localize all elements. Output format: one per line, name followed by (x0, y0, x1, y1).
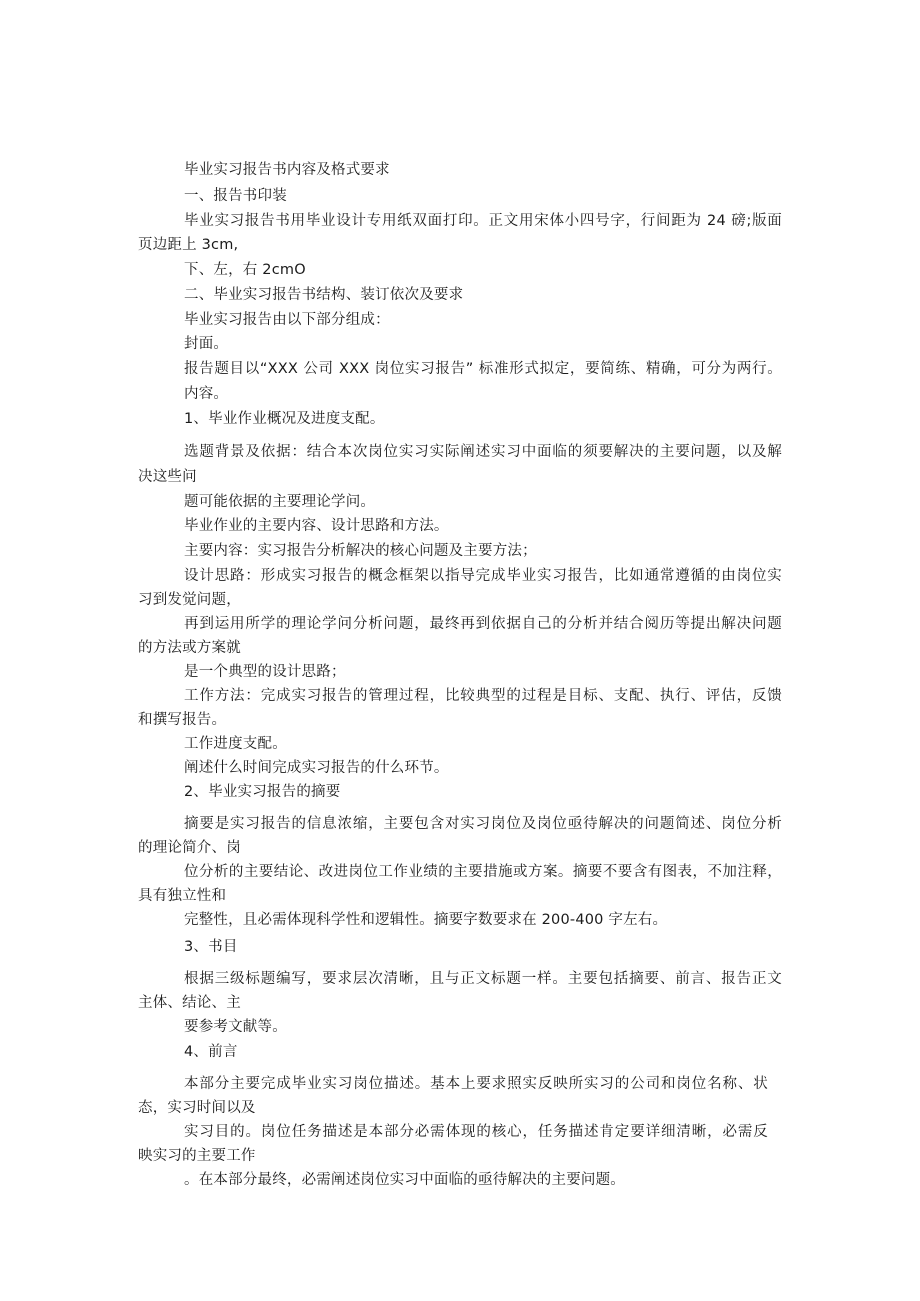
paragraph-line: 习到发觉问题， (138, 592, 241, 608)
doc-title: 毕业实习报告书内容及格式要求 (184, 162, 390, 178)
paragraph-line: 决这些问 (138, 469, 197, 485)
section-heading: 二、毕业实习报告书结构、装订依次及要求 (184, 287, 464, 303)
paragraph-line: 要参考文献等。 (184, 1019, 287, 1035)
paragraph-line: 封面。 (184, 336, 229, 352)
paragraph-line: 毕业实习报告书用毕业设计专用纸双面打印。正文用宋体小四号字，行间距为 24 磅;版面 (184, 213, 782, 229)
paragraph-line: 是一个典型的设计思路； (184, 664, 346, 680)
paragraph-line: 主体、结论、主 (138, 995, 241, 1011)
subsection-heading: 2、毕业实习报告的摘要 (184, 784, 341, 800)
paragraph-line: 完整性，且必需体现科学性和逻辑性。摘要字数要求在 200-400 字左右。 (184, 912, 668, 928)
paragraph-line: 具有独立性和 (138, 888, 227, 904)
paragraph-line: 。在本部分最终，必需阐述岗位实习中面临的亟待解决的主要问题。 (184, 1172, 625, 1188)
paragraph-line: 毕业实习报告由以下部分组成： (184, 312, 390, 328)
paragraph-line: 毕业作业的主要内容、设计思路和方法。 (184, 518, 449, 534)
paragraph-line: 位分析的主要结论、改进岗位工作业绩的主要措施或方案。摘要不要含有图表，不加注释， (184, 864, 782, 880)
section-heading: 一、报告书印装 (184, 188, 287, 204)
paragraph-line: 题可能依据的主要理论学问。 (184, 494, 376, 510)
paragraph-line: 报告题目以“XXX 公司 XXX 岗位实习报告” 标准形式拟定，要简练、精确，可分为两行。 (184, 361, 782, 377)
paragraph-line: 的理论简介、岗 (138, 840, 241, 856)
paragraph-line: 摘要是实习报告的信息浓缩，主要包含对实习岗位及岗位亟待解决的问题简述、岗位分析 (184, 816, 782, 832)
paragraph-line: 工作进度支配。 (184, 736, 287, 752)
paragraph-line: 工作方法：完成实习报告的管理过程，比较典型的过程是目标、支配、执行、评估，反馈 (184, 688, 782, 704)
paragraph-line: 内容。 (184, 386, 229, 402)
subsection-heading: 1、毕业作业概况及进度支配。 (184, 411, 385, 427)
paragraph-line: 本部分主要完成毕业实习岗位描述。基本上要求照实反映所实习的公司和岗位名称、状 (184, 1076, 768, 1092)
paragraph-line: 映实习的主要工作 (138, 1148, 256, 1164)
subsection-heading: 4、前言 (184, 1044, 238, 1060)
paragraph-line: 主要内容：实习报告分析解决的核心问题及主要方法； (184, 543, 537, 559)
paragraph-line: 的方法或方案就 (138, 640, 241, 656)
paragraph-line: 阐述什么时间完成实习报告的什么环节。 (184, 760, 449, 776)
paragraph-line: 再到运用所学的理论学问分析问题，最终再到依据自己的分析并结合阅历等提出解决问题 (184, 616, 782, 632)
paragraph-line: 态，实习时间以及 (138, 1100, 256, 1116)
paragraph-line: 下、左，右 2cmO (184, 262, 306, 278)
paragraph-line: 选题背景及依据：结合本次岗位实习实际阐述实习中面临的须要解决的主要问题，以及解 (184, 444, 782, 460)
subsection-heading: 3、书目 (184, 939, 238, 955)
paragraph-line: 设计思路：形成实习报告的概念框架以指导完成毕业实习报告，比如通常遵循的由岗位实 (184, 568, 782, 584)
paragraph-line: 页边距上 3cm, (138, 237, 239, 253)
paragraph-line: 实习目的。岗位任务描述是本部分必需体现的核心，任务描述肯定要详细清晰，必需反 (184, 1124, 768, 1140)
paragraph-line: 根据三级标题编写，要求层次清晰，且与正文标题一样。主要包括摘要、前言、报告正文 (184, 971, 782, 987)
paragraph-line: 和撰写报告。 (138, 712, 227, 728)
